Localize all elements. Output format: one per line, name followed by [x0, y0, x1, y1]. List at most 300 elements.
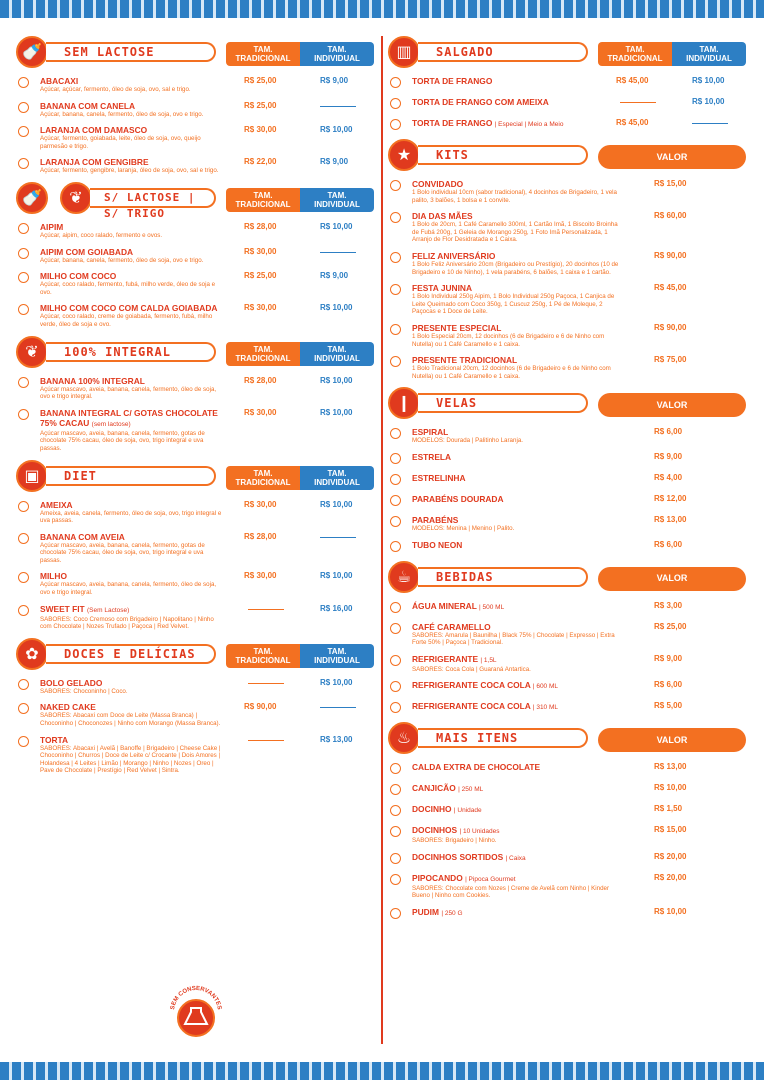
- item-description: MODELOS: Menina | Menino | Palito.: [412, 524, 515, 532]
- item-description: Açúcar mascavo, aveia, banana, canela, fermento, gotas de chocolate 75% cacau, óleo de soja, ovo, trigo integral e uva passas.: [40, 541, 205, 564]
- section-mais: [388, 762, 748, 921]
- section-title: VELAS: [418, 393, 588, 413]
- price: R$ 6,00: [654, 427, 683, 437]
- price: R$ 6,00: [654, 680, 683, 690]
- item-description: Açúcar, banana, canela, fermento, óleo de soja, ovo e trigo.: [40, 256, 204, 264]
- milk-bottle-icon: 🍼: [16, 36, 48, 68]
- menu-item: [16, 376, 376, 401]
- section-header-mais: [388, 722, 748, 756]
- item-name: [412, 211, 642, 221]
- item-name: [412, 852, 642, 864]
- price: R$ 1,50: [654, 804, 683, 814]
- item-description: 1 Bolo Especial 20cm, 12 docinhos (6 de Brigadeiro e 6 de Ninho com Nutella) ou 1 Café Caramello e 1 caixa.: [412, 332, 605, 348]
- select-radio[interactable]: [18, 158, 29, 169]
- item-description: Açúcar, aipim, coco ralado, fermento e ovos.: [40, 231, 163, 239]
- price-traditional: R$ 25,00: [244, 76, 277, 85]
- select-radio[interactable]: [18, 102, 29, 113]
- item-description: SABORES: Choconinho | Coco.: [40, 687, 128, 695]
- grain-icon: ❦: [16, 336, 48, 368]
- price-traditional: R$ 45,00: [616, 76, 649, 85]
- item-name-text: TORTA DE FRANGO: [412, 118, 493, 128]
- section-title: S/ LACTOSE | S/ TRIGO: [90, 188, 216, 208]
- header-individual: [300, 466, 374, 490]
- item-name: [412, 427, 642, 437]
- no-preservatives-badge: [168, 980, 224, 1040]
- item-description: Açúcar, fermento, goiabada, leite, óleo de soja, ovo, queijo parmesão e trigo.: [40, 135, 201, 150]
- price: R$ 9,00: [654, 451, 683, 461]
- item-name: [412, 355, 642, 365]
- select-radio[interactable]: [18, 533, 29, 544]
- item-description: MODELOS: Dourada | Palitinho Laranja.: [412, 437, 523, 445]
- item-name: [412, 762, 642, 772]
- coffee-cup-icon: ☕: [388, 561, 420, 593]
- menu-item: [16, 735, 376, 775]
- select-radio[interactable]: [390, 541, 401, 552]
- select-radio[interactable]: [18, 77, 29, 88]
- select-radio[interactable]: [390, 356, 401, 367]
- price-individual: R$ 10,00: [320, 677, 353, 687]
- section-title: DOCES E DELÍCIAS: [46, 644, 216, 664]
- price: R$ 15,00: [654, 825, 687, 835]
- section-header-kits: [388, 139, 748, 173]
- price-traditional: R$ 90,00: [244, 702, 277, 712]
- item-name-text: ESTRELA: [412, 451, 452, 462]
- item-description: 1 Bolo Individual 250g Aipim, 1 Bolo Individual 250g Paçoca, 1 Canjica de Leite Queimado com Coco 350g, 1 Cuscuz 250g, 1 Pé de Moleque, 2 Paçocas e 1 Doce de Leite.: [412, 293, 615, 316]
- header-individual-line2: INDIVIDUAL: [314, 353, 360, 363]
- item-name-sub: | 310 ML: [532, 704, 559, 712]
- item-name-sub: | 500 ML: [479, 603, 505, 611]
- select-radio[interactable]: [390, 602, 401, 613]
- item-name: [40, 532, 225, 542]
- menu-item: [388, 97, 748, 111]
- header-individual: [300, 342, 374, 366]
- header-traditional-line2: TRADICIONAL: [607, 54, 663, 63]
- item-description: 1 Bolo de 20cm, 1 Café Caramello 300ml, 1 Cartão Imã, 1 Biscoito Broinha de Fubá 200g, 1 Geleia de Morango 250g, 1 Foto Imã Personalizada, 1 Arranjo de Flor Desidratada e 1 Caixa.: [412, 221, 618, 244]
- menu-item: [388, 852, 748, 866]
- item-name-sub: | Caixa: [505, 854, 526, 862]
- item-name-text: REFRIGERANTE: [412, 653, 479, 664]
- select-radio[interactable]: [18, 126, 29, 137]
- menu-item: [16, 247, 376, 265]
- select-radio[interactable]: [390, 655, 401, 666]
- menu-item: [388, 251, 748, 276]
- section-title: SEM LACTOSE: [46, 42, 216, 62]
- price-traditional: R$ 28,00: [244, 375, 277, 385]
- header-individual-line1: TAM.: [699, 45, 719, 54]
- select-radio[interactable]: [390, 681, 401, 692]
- item-name-text: PIPOCANDO: [412, 872, 463, 883]
- price: R$ 75,00: [654, 355, 687, 365]
- item-name: [412, 680, 642, 692]
- item-name: [40, 604, 225, 616]
- header-traditional-line1: TAM.: [253, 45, 273, 54]
- cupcake-icon: ♨: [388, 722, 420, 754]
- price: R$ 9,00: [654, 653, 683, 663]
- menu-item: [388, 701, 748, 715]
- section-header-bebidas: [388, 561, 748, 595]
- item-description: SABORES: Abacaxi com Doce de Leite (Massa Branca) | Choconinho | Choconozes | Ninho com Morango (Massa Branca).: [40, 712, 221, 728]
- menu-item: [388, 355, 748, 380]
- section-velas: [388, 427, 748, 553]
- price-traditional-empty: [248, 609, 284, 610]
- item-name-text: BANANA COM CANELA: [40, 100, 136, 111]
- select-radio[interactable]: [390, 874, 401, 885]
- select-radio[interactable]: [18, 223, 29, 234]
- header-individual-line2: INDIVIDUAL: [314, 477, 360, 487]
- item-name-sub: (sem lactose): [91, 420, 131, 428]
- price: R$ 13,00: [654, 762, 687, 772]
- select-radio[interactable]: [18, 501, 29, 512]
- price-individual-empty: [320, 537, 356, 538]
- select-radio[interactable]: [390, 212, 401, 223]
- header-valor: VALOR: [598, 728, 746, 752]
- item-name-text: CALDA EXTRA DE CHOCOLATE: [412, 762, 541, 773]
- item-name: [412, 654, 642, 666]
- section-title: DIET: [46, 466, 216, 486]
- price-traditional: R$ 22,00: [244, 157, 277, 167]
- item-name-text: LARANJA COM DAMASCO: [40, 125, 148, 136]
- item-description: Açúcar, banana, canela, fermento, óleo de soja, ovo e trigo.: [40, 110, 204, 118]
- item-description: SABORES: Coca Cola | Guaraná Antartica.: [412, 665, 531, 673]
- item-name-text: PARABÉNS DOURADA: [412, 493, 504, 504]
- price-individual-empty: [320, 707, 356, 708]
- price-traditional: R$ 45,00: [616, 118, 649, 127]
- select-radio[interactable]: [390, 763, 401, 774]
- item-name: [40, 247, 225, 257]
- item-name: [40, 678, 225, 688]
- select-radio[interactable]: [390, 702, 401, 713]
- header-individual-line2: INDIVIDUAL: [314, 199, 360, 209]
- price-individual: R$ 10,00: [692, 76, 725, 85]
- item-description: SABORES: Amarula | Baunilha | Black 75% | Chocolate | Expresso | Extra Forte 50% | Paçoca | Tradicional.: [412, 631, 615, 647]
- item-name-text: TORTA DE FRANGO: [412, 76, 493, 86]
- item-description: SABORES: Chocolate com Nozes | Creme de Avelã com Ninho | Kinder Bueno | Ninho com Cookies.: [412, 884, 610, 900]
- item-description: Ameixa, aveia, canela, fermento, óleo de soja, ovo, trigo integral e uva passas.: [40, 509, 222, 525]
- header-traditional-line1: TAM.: [253, 344, 273, 354]
- menu-item: [16, 222, 376, 240]
- header-traditional: [598, 42, 672, 66]
- header-individual-line2: INDIVIDUAL: [314, 54, 360, 63]
- select-radio[interactable]: [390, 428, 401, 439]
- item-name-text: BOLO GELADO: [40, 677, 103, 688]
- item-name-text: ABACAXI: [40, 76, 79, 86]
- header-valor: VALOR: [598, 393, 746, 417]
- item-name-text: TORTA DE FRANGO COM AMEIXA: [412, 97, 549, 107]
- menu-item: [16, 702, 376, 727]
- select-radio[interactable]: [18, 605, 29, 616]
- section-title: 100% INTEGRAL: [46, 342, 216, 362]
- item-name: [412, 452, 642, 462]
- section-sem_lactose: [16, 76, 376, 175]
- item-name-sub: | 250 ML: [458, 786, 484, 794]
- price-individual-empty: [320, 252, 356, 253]
- select-radio[interactable]: [18, 409, 29, 420]
- price-individual: R$ 10,00: [320, 303, 353, 313]
- select-radio[interactable]: [390, 623, 401, 634]
- item-name: [412, 622, 642, 632]
- item-name-text: MILHO COM COCO: [40, 271, 117, 282]
- select-radio[interactable]: [18, 272, 29, 283]
- header-individual-line2: INDIVIDUAL: [686, 54, 732, 63]
- price: R$ 20,00: [654, 872, 687, 882]
- item-name: [412, 97, 597, 107]
- header-traditional: [226, 644, 300, 668]
- select-radio[interactable]: [390, 119, 401, 130]
- item-name: [40, 125, 225, 135]
- header-individual: [300, 42, 374, 66]
- price-traditional: R$ 28,00: [244, 531, 277, 541]
- section-header-sem_trigo: [16, 182, 376, 220]
- select-radio[interactable]: [18, 736, 29, 747]
- item-name-text: AIPIM COM GOIABADA: [40, 246, 134, 257]
- menu-item: [16, 303, 376, 328]
- item-name-sub: | Pipoca Gourmet: [465, 875, 516, 883]
- menu-item: [388, 873, 748, 900]
- select-radio[interactable]: [390, 805, 401, 816]
- item-name-sub: | 250 G: [441, 910, 463, 918]
- item-name: [412, 179, 642, 189]
- header-traditional-line1: TAM.: [253, 468, 273, 478]
- section-title: KITS: [418, 145, 588, 165]
- price-traditional: R$ 30,00: [244, 407, 277, 417]
- section-title: MAIS ITENS: [418, 728, 588, 748]
- item-name-text: MILHO: [40, 571, 67, 582]
- select-radio[interactable]: [18, 248, 29, 259]
- price-traditional: R$ 30,00: [244, 246, 277, 256]
- item-description: Açúcar, fermento, gengibre, laranja, óleo de soja, ovo, sal e trigo.: [40, 167, 219, 175]
- item-name: [412, 701, 642, 713]
- item-name-text: AMEIXA: [40, 499, 73, 510]
- price-traditional: R$ 25,00: [244, 271, 277, 281]
- left-column: [16, 36, 376, 782]
- header-traditional-line2: TRADICIONAL: [235, 199, 291, 209]
- header-individual-line1: TAM.: [327, 190, 347, 200]
- price: R$ 25,00: [654, 621, 687, 631]
- item-name: [40, 303, 225, 313]
- menu-item: [16, 76, 376, 94]
- select-radio[interactable]: [390, 784, 401, 795]
- doces-delicias-icon: ✿: [16, 638, 48, 670]
- price-individual: R$ 9,00: [320, 157, 349, 167]
- price-individual: R$ 10,00: [320, 571, 353, 581]
- price: R$ 4,00: [654, 472, 683, 482]
- select-radio[interactable]: [390, 180, 401, 191]
- item-description: 1 Bolo Feliz Aniversário 20cm (Brigadeiro ou Prestígio), 20 docinhos (10 de Brigadeiro e 10 de Ninho), 1 vela parabéns, 6 balões, 1 caixa e 1 cartão.: [412, 260, 619, 276]
- item-name-sub: | Especial | Meio a Meio: [494, 121, 564, 128]
- menu-item: [388, 762, 748, 776]
- salt-shaker-icon: ▥: [388, 36, 420, 68]
- price-individual: R$ 10,00: [320, 125, 353, 135]
- item-name: [412, 907, 642, 919]
- item-name: [40, 222, 225, 232]
- header-individual: [300, 644, 374, 668]
- milk-bottle-icon: 🍼: [16, 182, 48, 214]
- item-name-text: ESTRELINHA: [412, 472, 466, 483]
- price: R$ 10,00: [654, 907, 687, 917]
- item-name: [40, 157, 225, 167]
- section-header-salgado: [388, 36, 748, 70]
- menu-item: [388, 118, 748, 132]
- header-valor: VALOR: [598, 145, 746, 169]
- menu-item: [388, 179, 748, 204]
- item-name: [40, 408, 225, 430]
- price: R$ 5,00: [654, 701, 683, 711]
- menu-item: [16, 271, 376, 296]
- section-sem_trigo: [16, 222, 376, 329]
- bottom-stripe-border: [0, 1062, 764, 1080]
- price-traditional: R$ 28,00: [244, 221, 277, 231]
- menu-item: [16, 500, 376, 525]
- item-name-text: REFRIGERANTE COCA COLA: [412, 701, 531, 712]
- menu-item: [388, 654, 748, 674]
- item-name-text: ESPIRAL: [412, 427, 449, 438]
- select-radio[interactable]: [18, 679, 29, 690]
- section-kits: [388, 179, 748, 380]
- item-description: Açúcar, coco ralado, fermento, fubá, milho verde, óleo de soja e ovo.: [40, 281, 216, 296]
- item-name: [412, 804, 642, 816]
- header-individual-line1: TAM.: [327, 45, 347, 54]
- select-radio[interactable]: [18, 377, 29, 388]
- item-name-sub: | 1,5L: [480, 656, 497, 664]
- item-name: [40, 376, 225, 386]
- item-name-text: TUBO NEON: [412, 539, 463, 550]
- select-radio[interactable]: [390, 77, 401, 88]
- menu-item: [388, 76, 748, 90]
- item-name: [412, 825, 642, 837]
- select-radio[interactable]: [390, 853, 401, 864]
- item-name: [412, 76, 597, 86]
- item-description: Açúcar, açúcar, fermento, óleo de soja, ovo, sal e trigo.: [40, 86, 191, 93]
- menu-item: [16, 408, 376, 453]
- item-name-text: CAFÉ CARAMELLO: [412, 621, 491, 632]
- item-description: SABORES: Abacaxi | Avelã | Banoffe | Brigadeiro | Cheese Cake | Choconinho | Churros | Doce de Leite c/ Crocante | Dois Amores | Holandesa | 4 Leites | Limão | Morango | Ninho | Nozes | Oreo | Pave de Chocolate | Prestígio | Red Velvet | Sintra.: [40, 744, 221, 775]
- price: R$ 45,00: [654, 283, 687, 293]
- item-description: Açúcar, coco ralado, creme de goiabada, fermento, fubá, milho verde, óleo de soja e ovo.: [40, 313, 213, 328]
- select-radio[interactable]: [390, 516, 401, 527]
- price-traditional: R$ 25,00: [244, 100, 277, 110]
- top-stripe-border: [0, 0, 764, 18]
- price: R$ 6,00: [654, 539, 683, 549]
- menu-item: [16, 157, 376, 175]
- section-doces: [16, 678, 376, 775]
- section-header-velas: [388, 387, 748, 421]
- select-radio[interactable]: [390, 826, 401, 837]
- item-name: [412, 323, 642, 333]
- section-integral: [16, 376, 376, 453]
- item-name-text: FESTA JUNINA: [412, 283, 473, 294]
- price-individual: R$ 10,00: [692, 97, 725, 106]
- section-header-sem_lactose: [16, 36, 376, 70]
- select-radio[interactable]: [390, 495, 401, 506]
- price-individual: R$ 9,00: [320, 271, 349, 281]
- select-radio[interactable]: [18, 572, 29, 583]
- menu-item: [388, 283, 748, 316]
- select-radio[interactable]: [390, 324, 401, 335]
- select-radio[interactable]: [18, 703, 29, 714]
- item-name-sub: | 10 Unidades: [459, 828, 500, 836]
- badge-text: SEM CONSERVANTES: [170, 985, 222, 1011]
- select-radio[interactable]: [390, 284, 401, 295]
- section-diet: [16, 500, 376, 631]
- item-name: [412, 473, 642, 483]
- select-radio[interactable]: [390, 474, 401, 485]
- candle-icon: ❙: [388, 387, 420, 419]
- item-description: Açúcar mascavo, aveia, banana, canela, fermento, óleo de soja, ovo e trigo integral.: [40, 581, 217, 597]
- menu-item: [388, 494, 748, 508]
- item-name-text: BANANA INTEGRAL C/ GOTAS CHOCOLATE 75% CACAU: [40, 407, 218, 428]
- price: R$ 3,00: [654, 600, 683, 610]
- header-traditional-line2: TRADICIONAL: [235, 353, 291, 363]
- header-traditional: [226, 42, 300, 66]
- menu-item: [16, 604, 376, 631]
- price-individual: R$ 13,00: [320, 734, 353, 744]
- select-radio[interactable]: [390, 252, 401, 263]
- menu-item: [388, 473, 748, 487]
- price: R$ 90,00: [654, 322, 687, 332]
- item-name: [412, 873, 642, 885]
- item-name-sub: | Unidade: [453, 807, 482, 815]
- header-individual-line1: TAM.: [327, 344, 347, 354]
- menu-item: [388, 211, 748, 244]
- wheat-icon: ❦: [60, 182, 92, 214]
- header-traditional-line2: TRADICIONAL: [235, 477, 291, 487]
- select-radio[interactable]: [18, 304, 29, 315]
- item-name: [40, 101, 225, 111]
- item-name: [40, 702, 225, 712]
- header-individual-line2: INDIVIDUAL: [314, 655, 360, 665]
- item-name-text: FELIZ ANIVERSÁRIO: [412, 250, 496, 261]
- item-description: 1 Bolo Tradicional 20cm, 12 docinhos (6 de Brigadeiro e 6 de Ninho com Nutella) ou 1 Café Caramello e 1 caixa.: [412, 365, 611, 380]
- menu-item: [388, 323, 748, 348]
- item-name: [40, 735, 225, 745]
- header-traditional-line1: TAM.: [253, 646, 273, 656]
- select-radio[interactable]: [390, 98, 401, 109]
- item-name: [412, 118, 597, 130]
- item-name-sub: (Sem Lactose): [87, 606, 130, 614]
- select-radio[interactable]: [390, 453, 401, 464]
- section-header-doces: [16, 638, 376, 672]
- item-name-text: DOCINHO: [412, 804, 452, 815]
- menu-item: [388, 804, 748, 818]
- select-radio[interactable]: [390, 908, 401, 919]
- section-bebidas: [388, 601, 748, 716]
- header-traditional: [226, 342, 300, 366]
- item-name: [40, 571, 225, 581]
- menu-item: [388, 515, 748, 533]
- price-traditional: R$ 30,00: [244, 499, 277, 509]
- section-header-diet: [16, 460, 376, 494]
- menu-item: [388, 540, 748, 554]
- header-valor: VALOR: [598, 567, 746, 591]
- menu-item: [16, 571, 376, 596]
- price-traditional: R$ 30,00: [244, 571, 277, 581]
- item-name-text: TORTA: [40, 734, 69, 745]
- item-name-text: BANANA 100% INTEGRAL: [40, 375, 145, 386]
- price-traditional-empty: [248, 683, 284, 684]
- price: R$ 13,00: [654, 514, 687, 524]
- item-name-text: NAKED CAKE: [40, 702, 96, 713]
- header-individual: [672, 42, 746, 66]
- price-individual: R$ 9,00: [320, 76, 349, 85]
- header-traditional: [226, 466, 300, 490]
- price-individual: R$ 10,00: [320, 375, 353, 385]
- sugar-cubes-icon: ▣: [16, 460, 48, 492]
- price-traditional: R$ 30,00: [244, 303, 277, 313]
- item-name: [412, 515, 642, 525]
- item-name-text: DOCINHOS SORTIDOS: [412, 851, 504, 862]
- price: R$ 60,00: [654, 211, 687, 221]
- price-individual-empty: [320, 106, 356, 107]
